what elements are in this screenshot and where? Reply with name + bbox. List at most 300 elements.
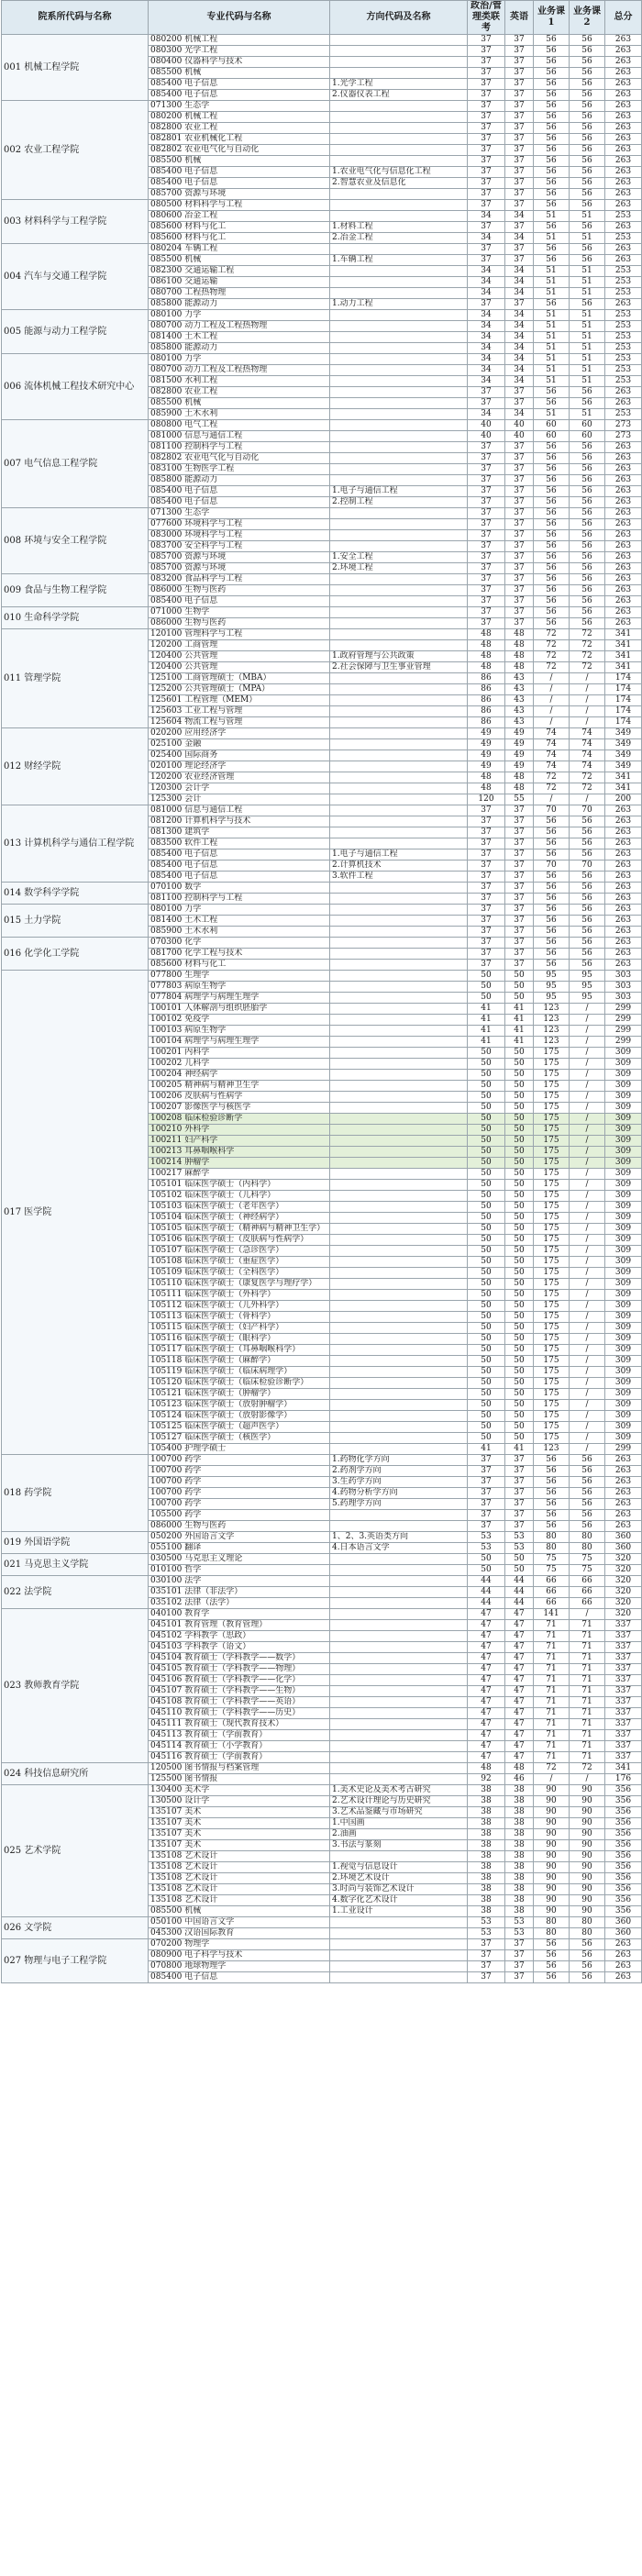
total-score: 263 <box>605 79 642 90</box>
course1-score: 175 <box>534 1356 570 1367</box>
politics-score: 50 <box>468 1224 505 1235</box>
direction-cell: 2.社会保障与卫生事业管理 <box>330 662 468 673</box>
english-score: 38 <box>505 1829 534 1840</box>
course1-score: 175 <box>534 1114 570 1125</box>
course2-score: 72 <box>570 629 605 640</box>
major-cell: 085400 电子信息 <box>149 167 330 178</box>
course2-score: 90 <box>570 1884 605 1895</box>
course1-score: 90 <box>534 1829 570 1840</box>
course2-score: / <box>570 1279 605 1290</box>
total-score: 309 <box>605 1213 642 1224</box>
english-score: 47 <box>505 1664 534 1675</box>
major-cell: 125100 工商管理硕士（MBA） <box>149 673 330 684</box>
politics-score: 50 <box>468 1048 505 1059</box>
english-score: 47 <box>505 1675 534 1686</box>
course2-score: / <box>570 794 605 805</box>
course1-score: 56 <box>534 398 570 409</box>
english-score: 48 <box>505 662 534 673</box>
politics-score: 50 <box>468 1411 505 1422</box>
course2-score: / <box>570 1290 605 1301</box>
politics-score: 34 <box>468 211 505 222</box>
college-cell: 014 数学科学学院 <box>2 883 149 905</box>
english-score: 48 <box>505 772 534 783</box>
major-cell: 070300 化学 <box>149 938 330 949</box>
politics-score: 34 <box>468 332 505 343</box>
major-cell: 081300 建筑学 <box>149 827 330 838</box>
politics-score: 38 <box>468 1851 505 1862</box>
politics-score: 50 <box>468 1554 505 1565</box>
total-score: 356 <box>605 1884 642 1895</box>
total-score: 174 <box>605 684 642 695</box>
course2-score: 56 <box>570 123 605 134</box>
college-cell: 008 环境与安全工程学院 <box>2 508 149 574</box>
direction-cell <box>330 883 468 894</box>
english-score: 38 <box>505 1851 534 1862</box>
course2-score: / <box>570 1026 605 1037</box>
course2-score: 56 <box>570 1488 605 1499</box>
total-score: 309 <box>605 1290 642 1301</box>
course2-score: 56 <box>570 46 605 57</box>
politics-score: 92 <box>468 1774 505 1785</box>
english-score: 53 <box>505 1543 534 1554</box>
direction-cell <box>330 816 468 827</box>
direction-cell <box>330 916 468 927</box>
total-score: 263 <box>605 46 642 57</box>
english-score: 50 <box>505 1048 534 1059</box>
course2-score: 56 <box>570 894 605 905</box>
major-cell: 105112 临床医学硕士（儿外科学） <box>149 1301 330 1312</box>
course1-score: 56 <box>534 299 570 310</box>
course1-score: 175 <box>534 1279 570 1290</box>
total-score: 309 <box>605 1136 642 1147</box>
course1-score: / <box>534 717 570 728</box>
politics-score: 37 <box>468 849 505 861</box>
major-cell: 045104 教育硕士（学科教学——数学） <box>149 1653 330 1664</box>
direction-cell <box>330 1048 468 1059</box>
english-score: 37 <box>505 849 534 861</box>
politics-score: 37 <box>468 255 505 266</box>
major-cell: 025100 金融 <box>149 739 330 750</box>
course1-score: 56 <box>534 112 570 123</box>
course1-score: 51 <box>534 365 570 376</box>
politics-score: 37 <box>468 464 505 475</box>
direction-cell <box>330 1015 468 1026</box>
english-score: 53 <box>505 1532 534 1543</box>
politics-score: 47 <box>468 1664 505 1675</box>
politics-score: 37 <box>468 35 505 46</box>
course1-score: 72 <box>534 1763 570 1774</box>
major-cell: 045300 汉语国际教育 <box>149 1928 330 1939</box>
direction-cell <box>330 1037 468 1048</box>
course2-score: 51 <box>570 354 605 365</box>
direction-cell <box>330 1972 468 1983</box>
direction-cell <box>330 1158 468 1169</box>
major-cell: 100202 儿科学 <box>149 1059 330 1070</box>
course1-score: 56 <box>534 849 570 861</box>
course2-score: 74 <box>570 761 605 772</box>
direction-cell: 1.药物化学方向 <box>330 1455 468 1466</box>
total-score: 253 <box>605 266 642 277</box>
english-score: 37 <box>505 618 534 629</box>
total-score: 273 <box>605 431 642 442</box>
english-score: 37 <box>505 123 534 134</box>
politics-score: 44 <box>468 1598 505 1609</box>
politics-score: 37 <box>468 123 505 134</box>
major-cell: 085400 电子信息 <box>149 497 330 508</box>
politics-score: 37 <box>468 949 505 960</box>
course1-score: 123 <box>534 1444 570 1455</box>
course2-score: 70 <box>570 861 605 872</box>
major-cell: 086000 生物与医药 <box>149 1521 330 1532</box>
total-score: 263 <box>605 156 642 167</box>
direction-cell <box>330 1763 468 1774</box>
table-row <box>2 35 642 46</box>
total-score: 200 <box>605 794 642 805</box>
course1-score: 175 <box>534 1180 570 1191</box>
major-cell: 071300 生态学 <box>149 101 330 112</box>
total-score: 263 <box>605 1488 642 1499</box>
total-score: 356 <box>605 1796 642 1807</box>
english-score: 37 <box>505 453 534 464</box>
college-cell: 004 汽车与交通工程学院 <box>2 244 149 310</box>
course2-score: 90 <box>570 1796 605 1807</box>
direction-cell <box>330 1290 468 1301</box>
major-cell: 083100 生物医学工程 <box>149 464 330 475</box>
politics-score: 48 <box>468 651 505 662</box>
total-score: 303 <box>605 982 642 993</box>
table-row <box>2 629 642 640</box>
english-score: 37 <box>505 960 534 971</box>
politics-score: 50 <box>468 1268 505 1279</box>
course1-score: 175 <box>534 1323 570 1334</box>
direction-cell <box>330 541 468 552</box>
course2-score: 95 <box>570 982 605 993</box>
total-score: 263 <box>605 222 642 233</box>
direction-cell <box>330 1224 468 1235</box>
english-score: 50 <box>505 1180 534 1191</box>
course2-score: 56 <box>570 475 605 486</box>
major-cell: 080200 机械工程 <box>149 35 330 46</box>
politics-score: 37 <box>468 68 505 79</box>
english-score: 50 <box>505 1565 534 1576</box>
english-score: 34 <box>505 409 534 420</box>
course2-score: / <box>570 1235 605 1246</box>
total-score: 320 <box>605 1576 642 1587</box>
table-row <box>2 1455 642 1466</box>
direction-cell: 1.电子与通信工程 <box>330 486 468 497</box>
direction-cell <box>330 1939 468 1950</box>
college-cell: 006 流体机械工程技术研究中心 <box>2 354 149 420</box>
course1-score: 90 <box>534 1796 570 1807</box>
total-score: 309 <box>605 1323 642 1334</box>
course2-score: 71 <box>570 1730 605 1741</box>
major-cell: 105118 临床医学硕士（麻醉学） <box>149 1356 330 1367</box>
total-score: 263 <box>605 68 642 79</box>
course1-score: 56 <box>534 585 570 596</box>
politics-score: 48 <box>468 640 505 651</box>
english-score: 37 <box>505 387 534 398</box>
direction-cell <box>330 310 468 321</box>
politics-score: 47 <box>468 1653 505 1664</box>
major-cell: 085500 机械 <box>149 68 330 79</box>
english-score: 37 <box>505 1950 534 1961</box>
course2-score: 60 <box>570 431 605 442</box>
college-cell: 022 法学院 <box>2 1576 149 1609</box>
total-score: 263 <box>605 838 642 849</box>
english-score: 37 <box>505 398 534 409</box>
major-cell: 105101 临床医学硕士（内科学） <box>149 1180 330 1191</box>
politics-score: 34 <box>468 354 505 365</box>
total-score: 263 <box>605 475 642 486</box>
course2-score: 95 <box>570 993 605 1004</box>
major-cell: 130400 美术学 <box>149 1785 330 1796</box>
course2-score: / <box>570 1048 605 1059</box>
direction-cell <box>330 1114 468 1125</box>
direction-cell <box>330 1400 468 1411</box>
course2-score: / <box>570 1433 605 1444</box>
direction-cell: 2.环境艺术设计 <box>330 1873 468 1884</box>
course2-score: 56 <box>570 442 605 453</box>
english-score: 37 <box>505 222 534 233</box>
english-score: 50 <box>505 1202 534 1213</box>
politics-score: 37 <box>468 156 505 167</box>
course2-score: 56 <box>570 1466 605 1477</box>
total-score: 309 <box>605 1334 642 1345</box>
politics-score: 37 <box>468 90 505 101</box>
total-score: 253 <box>605 365 642 376</box>
course1-score: 56 <box>534 1950 570 1961</box>
english-score: 37 <box>505 541 534 552</box>
direction-cell <box>330 365 468 376</box>
english-score: 44 <box>505 1587 534 1598</box>
total-score: 263 <box>605 1521 642 1532</box>
major-cell: 081000 信息与通信工程 <box>149 805 330 816</box>
major-cell: 105104 临床医学硕士（神经病学） <box>149 1213 330 1224</box>
major-cell: 085400 电子信息 <box>149 79 330 90</box>
total-score: 309 <box>605 1048 642 1059</box>
course2-score: / <box>570 1004 605 1015</box>
major-cell: 025400 国际商务 <box>149 750 330 761</box>
english-score: 37 <box>505 112 534 123</box>
english-score: 37 <box>505 1466 534 1477</box>
english-score: 37 <box>505 883 534 894</box>
politics-score: 53 <box>468 1928 505 1939</box>
course2-score: 56 <box>570 574 605 585</box>
major-cell: 045101 教育管理（教育管理） <box>149 1620 330 1631</box>
major-cell: 045111 教育硕士（现代教育技术） <box>149 1719 330 1730</box>
total-score: 263 <box>605 894 642 905</box>
politics-score: 41 <box>468 1444 505 1455</box>
direction-cell <box>330 1697 468 1708</box>
total-score: 356 <box>605 1807 642 1818</box>
course1-score: 56 <box>534 1477 570 1488</box>
total-score: 309 <box>605 1345 642 1356</box>
college-cell: 002 农业工程学院 <box>2 101 149 200</box>
total-score: 309 <box>605 1312 642 1323</box>
course2-score: 56 <box>570 596 605 607</box>
politics-score: 41 <box>468 1026 505 1037</box>
course2-score: / <box>570 1180 605 1191</box>
direction-cell: 1.安全工程 <box>330 552 468 563</box>
major-cell: 083200 食品科学与工程 <box>149 574 330 585</box>
college-cell: 009 食品与生物工程学院 <box>2 574 149 607</box>
english-score: 47 <box>505 1697 534 1708</box>
direction-cell <box>330 1323 468 1334</box>
course1-score: 175 <box>534 1433 570 1444</box>
english-score: 50 <box>505 1070 534 1081</box>
politics-score: 50 <box>468 1180 505 1191</box>
course2-score: 51 <box>570 321 605 332</box>
direction-cell <box>330 1620 468 1631</box>
course1-score: 56 <box>534 497 570 508</box>
direction-cell <box>330 684 468 695</box>
course1-score: 123 <box>534 1026 570 1037</box>
direction-cell <box>330 1312 468 1323</box>
politics-score: 50 <box>468 1169 505 1180</box>
table-row <box>2 200 642 211</box>
total-score: 349 <box>605 761 642 772</box>
politics-score: 37 <box>468 508 505 519</box>
direction-cell <box>330 1059 468 1070</box>
course2-score: / <box>570 1444 605 1455</box>
direction-cell: 2.冶金工程 <box>330 233 468 244</box>
major-cell: 077600 环境科学与工程 <box>149 519 330 530</box>
english-score: 43 <box>505 684 534 695</box>
english-score: 37 <box>505 861 534 872</box>
course2-score: 90 <box>570 1840 605 1851</box>
course2-score: 71 <box>570 1653 605 1664</box>
direction-cell <box>330 464 468 475</box>
course1-score: 175 <box>534 1235 570 1246</box>
course2-score: 75 <box>570 1554 605 1565</box>
direction-cell <box>330 640 468 651</box>
direction-cell <box>330 1708 468 1719</box>
total-score: 341 <box>605 640 642 651</box>
total-score: 263 <box>605 145 642 156</box>
english-score: 37 <box>505 244 534 255</box>
course1-score: 175 <box>534 1147 570 1158</box>
total-score: 174 <box>605 706 642 717</box>
english-score: 34 <box>505 376 534 387</box>
direction-cell: 1.美术史论及美术考古研究 <box>330 1785 468 1796</box>
course2-score: / <box>570 1224 605 1235</box>
course2-score: 56 <box>570 1510 605 1521</box>
course2-score: 56 <box>570 1477 605 1488</box>
direction-cell <box>330 1246 468 1257</box>
politics-score: 50 <box>468 1433 505 1444</box>
english-score: 34 <box>505 365 534 376</box>
total-score: 253 <box>605 211 642 222</box>
course2-score: / <box>570 1609 605 1620</box>
course1-score: 175 <box>534 1345 570 1356</box>
direction-cell: 3.时尚与装饰艺术设计 <box>330 1884 468 1895</box>
major-cell: 080500 材料科学与工程 <box>149 200 330 211</box>
politics-score: 37 <box>468 541 505 552</box>
direction-cell <box>330 1631 468 1642</box>
english-score: 50 <box>505 1169 534 1180</box>
total-score: 263 <box>605 607 642 618</box>
english-score: 37 <box>505 1521 534 1532</box>
course1-score: 56 <box>534 618 570 629</box>
major-cell: 080100 力学 <box>149 310 330 321</box>
politics-score: 37 <box>468 827 505 838</box>
politics-score: 50 <box>468 1345 505 1356</box>
english-score: 37 <box>505 596 534 607</box>
politics-score: 50 <box>468 1235 505 1246</box>
course1-score: 71 <box>534 1642 570 1653</box>
college-cell: 024 科技信息研究所 <box>2 1763 149 1785</box>
major-cell: 100207 影像医学与核医学 <box>149 1103 330 1114</box>
course2-score: 90 <box>570 1862 605 1873</box>
major-cell: 070200 物理学 <box>149 1939 330 1950</box>
english-score: 37 <box>505 1488 534 1499</box>
english-score: 34 <box>505 321 534 332</box>
course2-score: 56 <box>570 167 605 178</box>
politics-score: 53 <box>468 1532 505 1543</box>
total-score: 309 <box>605 1422 642 1433</box>
major-cell: 050100 中国语言文学 <box>149 1917 330 1928</box>
course2-score: 56 <box>570 1939 605 1950</box>
course1-score: 56 <box>534 816 570 827</box>
english-score: 38 <box>505 1906 534 1917</box>
major-cell: 135108 艺术设计 <box>149 1851 330 1862</box>
course2-score: 51 <box>570 277 605 288</box>
major-cell: 071000 生物学 <box>149 607 330 618</box>
course2-score: 56 <box>570 68 605 79</box>
course1-score: 70 <box>534 861 570 872</box>
major-cell: 100102 免疫学 <box>149 1015 330 1026</box>
total-score: 356 <box>605 1873 642 1884</box>
course2-score: 80 <box>570 1543 605 1554</box>
politics-score: 49 <box>468 728 505 739</box>
direction-cell <box>330 673 468 684</box>
english-score: 53 <box>505 1917 534 1928</box>
course1-score: 90 <box>534 1906 570 1917</box>
course1-score: 56 <box>534 1488 570 1499</box>
direction-cell <box>330 1070 468 1081</box>
course1-score: / <box>534 706 570 717</box>
course2-score: / <box>570 673 605 684</box>
total-score: 263 <box>605 816 642 827</box>
course1-score: 175 <box>534 1059 570 1070</box>
total-score: 337 <box>605 1664 642 1675</box>
english-score: 48 <box>505 1763 534 1774</box>
politics-score: 37 <box>468 861 505 872</box>
course1-score: 71 <box>534 1752 570 1763</box>
direction-cell: 4.药物分析学方向 <box>330 1488 468 1499</box>
major-cell: 045107 教育硕士（学科教学——生物） <box>149 1686 330 1697</box>
course1-score: 56 <box>534 1455 570 1466</box>
english-score: 50 <box>505 1323 534 1334</box>
english-score: 50 <box>505 1092 534 1103</box>
direction-cell <box>330 772 468 783</box>
direction-cell <box>330 101 468 112</box>
politics-score: 37 <box>468 872 505 883</box>
major-cell: 055100 翻译 <box>149 1543 330 1554</box>
total-score: 341 <box>605 651 642 662</box>
english-score: 37 <box>505 1939 534 1950</box>
direction-cell <box>330 607 468 618</box>
major-cell: 080700 工程热物理 <box>149 288 330 299</box>
politics-score: 40 <box>468 420 505 431</box>
course2-score: 56 <box>570 57 605 68</box>
header-course1: 业务课1 <box>534 1 570 35</box>
course1-score: / <box>534 684 570 695</box>
english-score: 37 <box>505 827 534 838</box>
english-score: 55 <box>505 794 534 805</box>
major-cell: 080204 车辆工程 <box>149 244 330 255</box>
direction-cell <box>330 200 468 211</box>
